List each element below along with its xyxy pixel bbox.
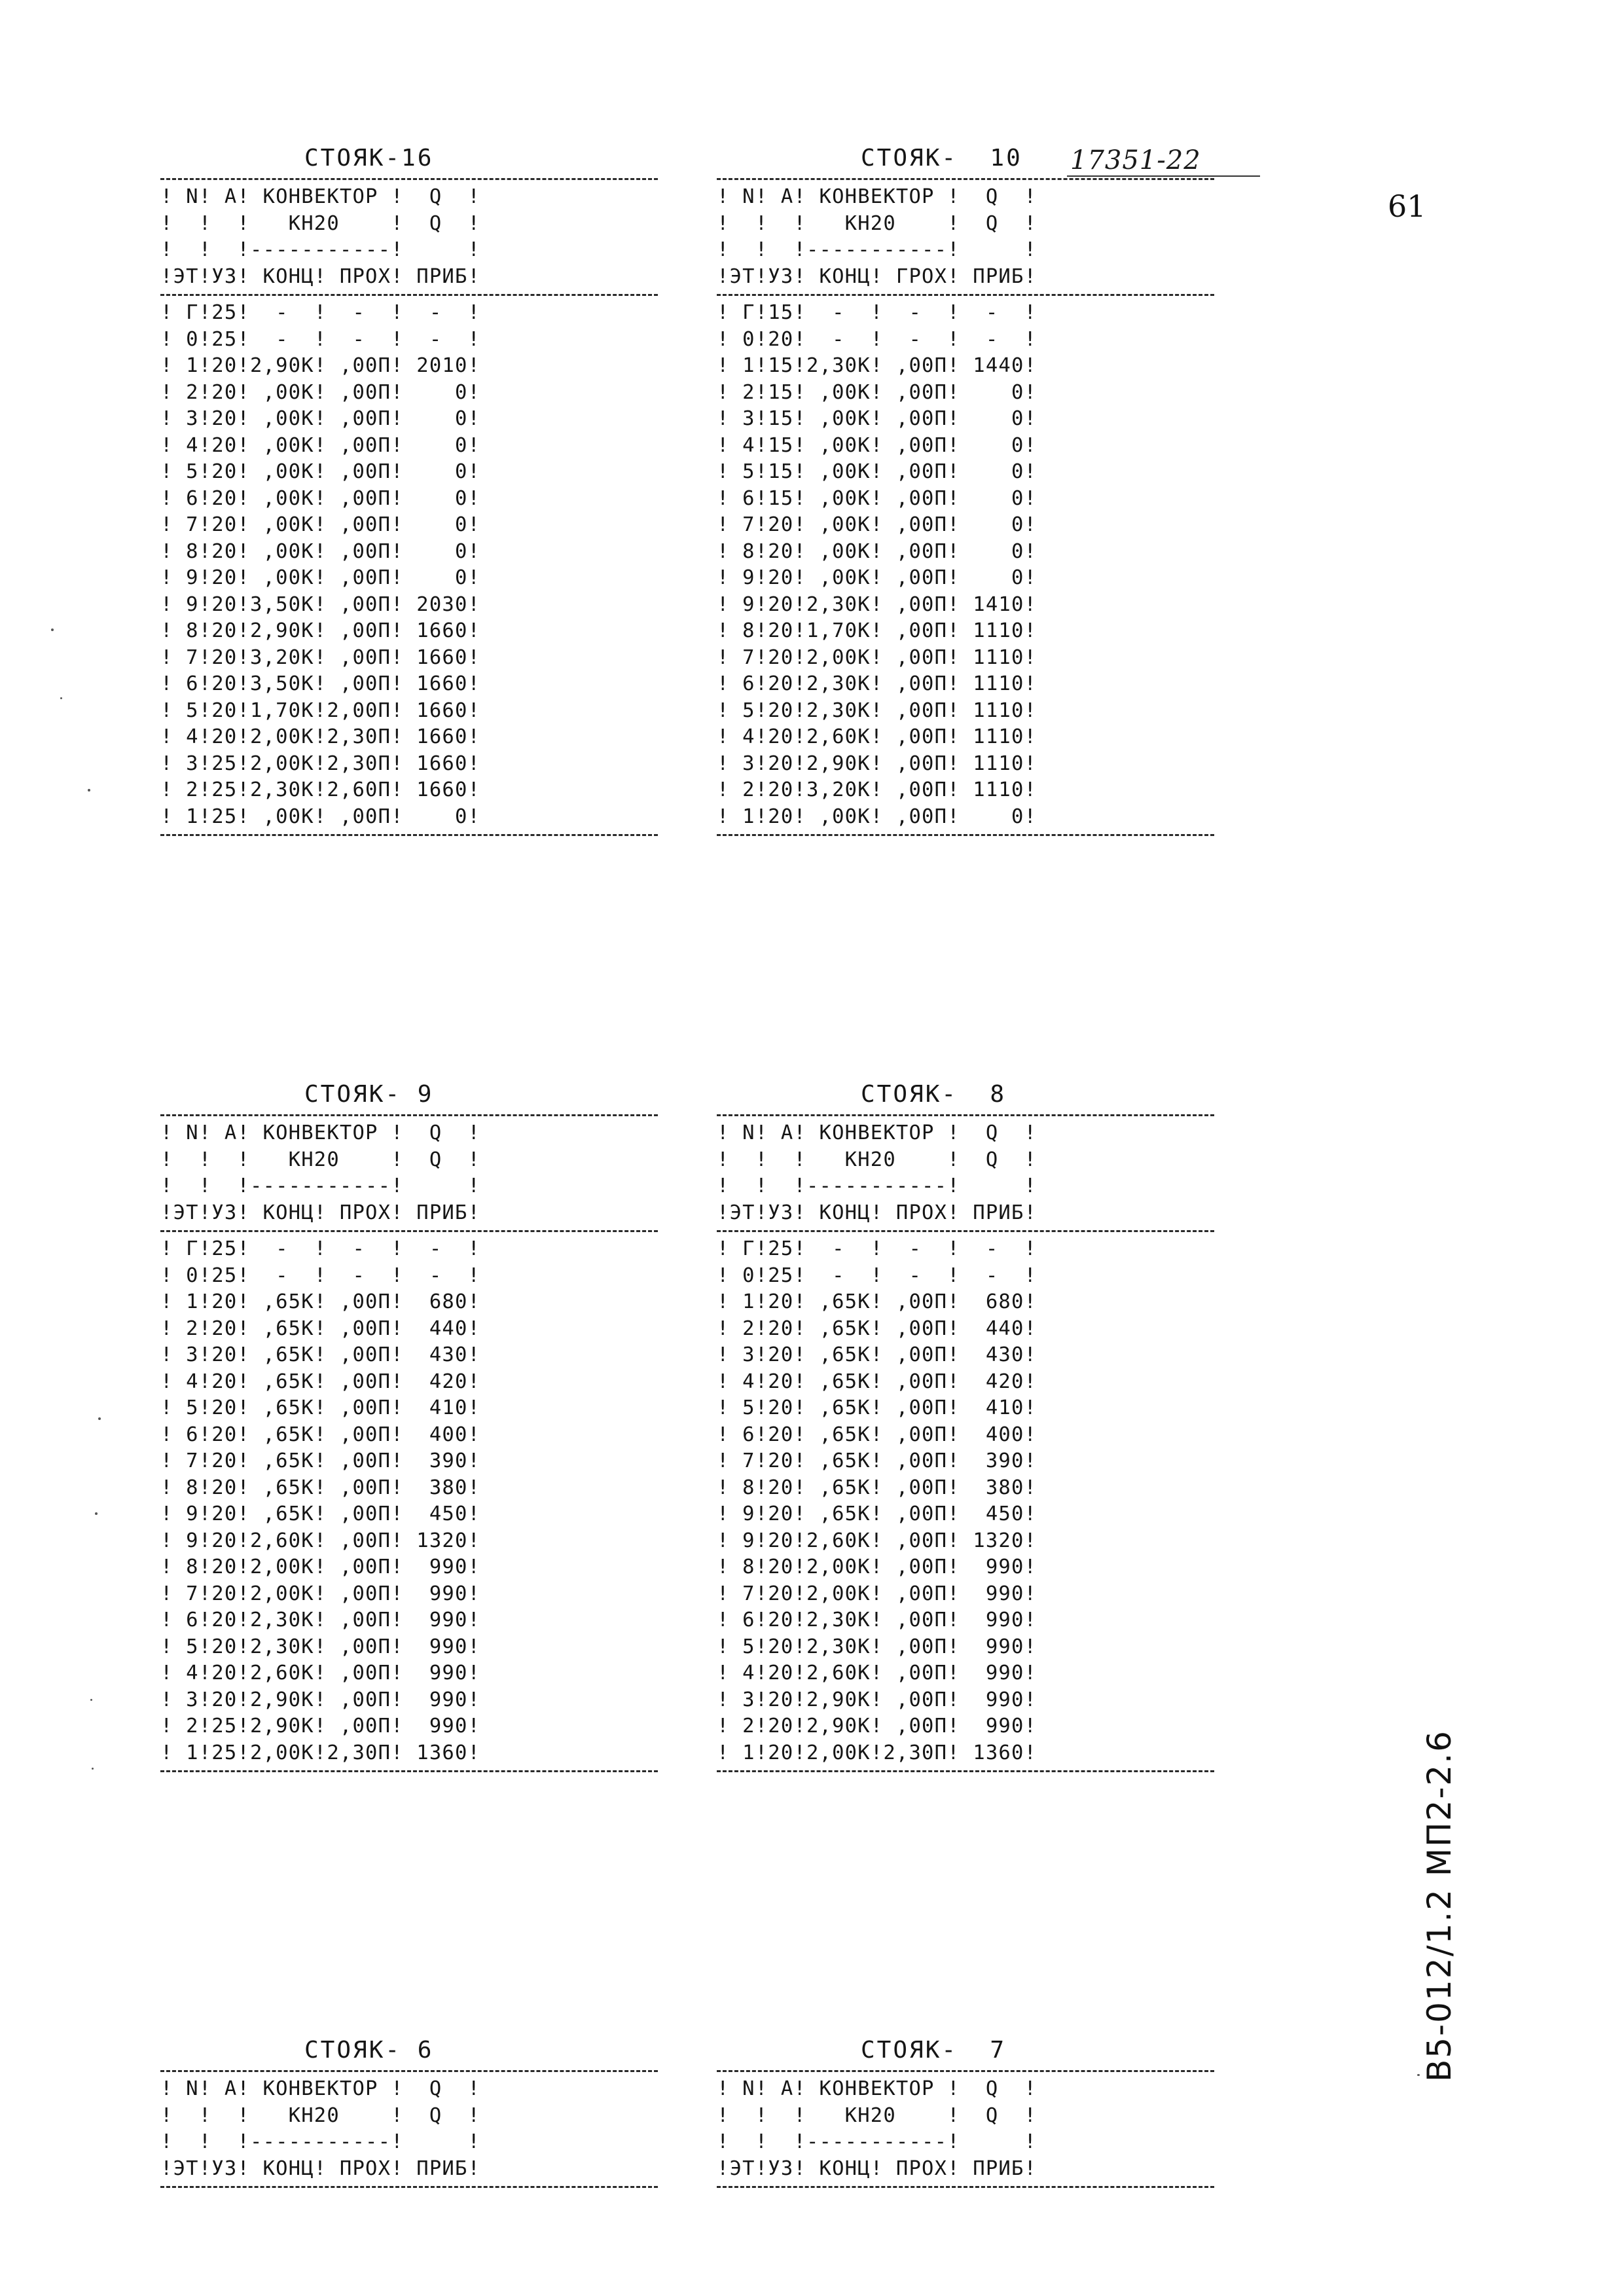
table-row: ! 3!20! ,65К! ,00П! 430! bbox=[160, 1343, 481, 1366]
divider bbox=[160, 294, 658, 296]
table-row: ! 7!20!3,20К! ,00П! 1660! bbox=[160, 646, 481, 669]
table-row: ! 1!25! ,00К! ,00П! 0! bbox=[160, 805, 481, 828]
divider bbox=[717, 2070, 1214, 2072]
table-row: ! 2!20!3,20К! ,00П! 1110! bbox=[717, 778, 1038, 801]
table-row: ! 5!20!2,30К! ,00П! 1110! bbox=[717, 699, 1038, 722]
table-row: ! 9!20!3,50К! ,00П! 2030! bbox=[160, 592, 481, 616]
scan-speck bbox=[88, 789, 90, 792]
table-row: ! 1!20! ,00К! ,00П! 0! bbox=[717, 805, 1038, 828]
table-row: ! Г!25! - ! - ! - ! bbox=[717, 1237, 1038, 1260]
table-header-line: ! ! !-----------! ! bbox=[160, 238, 481, 261]
table-title: СТОЯК- 9 bbox=[304, 1081, 434, 1108]
document-code: В5-012/1.2 МП2-2.6 bbox=[1420, 1730, 1458, 2082]
divider bbox=[160, 1114, 658, 1116]
table-row: ! 8!20! ,65К! ,00П! 380! bbox=[717, 1476, 1038, 1499]
table-row: ! 6!20!3,50К! ,00П! 1660! bbox=[160, 672, 481, 695]
divider bbox=[160, 2186, 658, 2188]
table-header-line: ! N! А! КОНВЕКТОР ! Q ! bbox=[160, 1121, 481, 1144]
table-header bbox=[160, 184, 658, 290]
table-row: ! 9!20! ,65К! ,00П! 450! bbox=[717, 1502, 1038, 1525]
table-row: ! 5!20! ,00К! ,00П! 0! bbox=[160, 460, 481, 483]
divider bbox=[160, 834, 658, 836]
table-row: ! 5!20!1,70К!2,00П! 1660! bbox=[160, 699, 481, 722]
table-row: ! 3!20!2,90К! ,00П! 990! bbox=[160, 1688, 481, 1711]
riser-table-7 bbox=[717, 2036, 1214, 2192]
table-row: ! 4!20!2,60К! ,00П! 1110! bbox=[717, 725, 1038, 748]
table-row: ! 4!20!2,00К!2,30П! 1660! bbox=[160, 725, 481, 748]
table-title: СТОЯК-16 bbox=[304, 145, 434, 172]
table-row: ! 8!20!2,90К! ,00П! 1660! bbox=[160, 619, 481, 642]
table-header bbox=[160, 1120, 658, 1226]
table-row: ! Г!25! - ! - ! - ! bbox=[160, 301, 481, 324]
table-header-line: ! ! !-----------! ! bbox=[160, 1174, 481, 1197]
table-row: ! 0!25! - ! - ! - ! bbox=[160, 1264, 481, 1287]
table-row: ! 9!20!2,60К! ,00П! 1320! bbox=[717, 1529, 1038, 1552]
scan-speck bbox=[92, 1768, 94, 1770]
table-row: ! 7!20!2,00К! ,00П! 990! bbox=[717, 1582, 1038, 1605]
table-row: ! 7!20! ,65К! ,00П! 390! bbox=[160, 1449, 481, 1472]
divider bbox=[717, 178, 1214, 180]
table-row: ! 5!20!2,30К! ,00П! 990! bbox=[160, 1635, 481, 1658]
table-header-line: !ЭТ!УЗ! КОНЦ! ПРОХ! ПРИБ! bbox=[160, 264, 481, 288]
riser-table-10 bbox=[717, 144, 1214, 840]
divider bbox=[717, 2186, 1214, 2188]
table-row: ! 4!20! ,65К! ,00П! 420! bbox=[717, 1370, 1038, 1393]
table-row: ! 6!20!2,30К! ,00П! 1110! bbox=[717, 672, 1038, 695]
table-header-line: ! N! А! КОНВЕКТОР ! Q ! bbox=[717, 2077, 1038, 2100]
table-header-line: ! N! А! КОНВЕКТОР ! Q ! bbox=[160, 185, 481, 208]
table-header-line: !ЭТ!УЗ! КОНЦ! ПРОХ! ПРИБ! bbox=[160, 2157, 481, 2180]
table-row: ! 9!20!2,30К! ,00П! 1410! bbox=[717, 592, 1038, 616]
table-row: ! 3!20! ,00К! ,00П! 0! bbox=[160, 407, 481, 430]
table-header-line: !ЭТ!УЗ! КОНЦ! ПРОХ! ПРИБ! bbox=[160, 1201, 481, 1224]
table-row: ! 1!20! ,65К! ,00П! 680! bbox=[717, 1290, 1038, 1313]
table-row: ! Г!15! - ! - ! - ! bbox=[717, 301, 1038, 324]
table-row: ! 8!20!2,00К! ,00П! 990! bbox=[160, 1556, 481, 1578]
table-row: ! 4!20!2,60К! ,00П! 990! bbox=[717, 1662, 1038, 1684]
table-row: ! 9!20! ,00К! ,00П! 0! bbox=[717, 566, 1038, 589]
scan-speck bbox=[1417, 2074, 1420, 2076]
table-row: ! 4!15! ,00К! ,00П! 0! bbox=[717, 433, 1038, 457]
table-row: ! 0!25! - ! - ! - ! bbox=[717, 1264, 1038, 1287]
table-header-line: ! ! !-----------! ! bbox=[160, 2130, 481, 2153]
table-row: ! 2!25!2,90К! ,00П! 990! bbox=[160, 1715, 481, 1738]
table-row: ! 8!20! ,00К! ,00П! 0! bbox=[717, 539, 1038, 563]
table-row: ! 4!20! ,65К! ,00П! 420! bbox=[160, 1370, 481, 1393]
table-body bbox=[717, 1236, 1214, 1766]
divider bbox=[717, 1230, 1214, 1232]
table-row: ! 4!20! ,00К! ,00П! 0! bbox=[160, 433, 481, 457]
table-row: ! 3!20!2,90К! ,00П! 1110! bbox=[717, 752, 1038, 775]
table-title: СТОЯК- 10 bbox=[861, 145, 1022, 172]
table-row: ! 6!20!2,30К! ,00П! 990! bbox=[717, 1609, 1038, 1631]
divider bbox=[717, 1114, 1214, 1116]
table-row: ! 2!20!2,90К! ,00П! 990! bbox=[717, 1715, 1038, 1738]
table-row: ! 1!25!2,00К!2,30П! 1360! bbox=[160, 1741, 481, 1764]
table-row: ! 1!20!2,00К!2,30П! 1360! bbox=[717, 1741, 1038, 1764]
divider bbox=[160, 1230, 658, 1232]
table-header-line: !ЭТ!УЗ! КОНЦ! ПРОХ! ПРИБ! bbox=[717, 1201, 1038, 1224]
divider bbox=[717, 294, 1214, 296]
table-row: ! 8!20! ,00К! ,00П! 0! bbox=[160, 539, 481, 563]
table-row: ! 1!20! ,65К! ,00П! 680! bbox=[160, 1290, 481, 1313]
table-row: ! 3!25!2,00К!2,30П! 1660! bbox=[160, 752, 481, 775]
handwritten-note: 17351-22 bbox=[1070, 145, 1201, 175]
table-row: ! 7!20!2,00К! ,00П! 1110! bbox=[717, 646, 1038, 669]
table-header-line: ! ! ! КН20 ! Q ! bbox=[717, 211, 1038, 235]
table-row: ! 3!20!2,90К! ,00П! 990! bbox=[717, 1688, 1038, 1711]
table-header-line: ! N! А! КОНВЕКТОР ! Q ! bbox=[717, 185, 1038, 208]
table-body bbox=[717, 300, 1214, 830]
riser-table-16 bbox=[160, 144, 658, 840]
table-row: ! 2!15! ,00К! ,00П! 0! bbox=[717, 380, 1038, 404]
divider bbox=[717, 834, 1214, 836]
table-header-line: ! N! А! КОНВЕКТОР ! Q ! bbox=[160, 2077, 481, 2100]
scan-speck bbox=[60, 697, 62, 699]
table-row: ! 6!20! ,00К! ,00П! 0! bbox=[160, 486, 481, 510]
table-header bbox=[717, 2076, 1214, 2182]
table-row: ! 9!20!2,60К! ,00П! 1320! bbox=[160, 1529, 481, 1552]
table-row: ! 1!15!2,30К! ,00П! 1440! bbox=[717, 354, 1038, 377]
riser-table-9 bbox=[160, 1080, 658, 1776]
table-row: ! 8!20!2,00К! ,00П! 990! bbox=[717, 1556, 1038, 1578]
table-row: ! 7!20! ,00К! ,00П! 0! bbox=[160, 513, 481, 536]
table-header-line: ! ! !-----------! ! bbox=[717, 238, 1038, 261]
table-row: ! 7!20!2,00К! ,00П! 990! bbox=[160, 1582, 481, 1605]
table-row: ! 7!20! ,00К! ,00П! 0! bbox=[717, 513, 1038, 536]
divider bbox=[160, 178, 658, 180]
table-row: ! 7!20! ,65К! ,00П! 390! bbox=[717, 1449, 1038, 1472]
table-row: ! 9!20! ,00К! ,00П! 0! bbox=[160, 566, 481, 589]
table-header-line: ! ! ! КН20 ! Q ! bbox=[160, 1148, 481, 1171]
table-row: ! 5!20! ,65К! ,00П! 410! bbox=[160, 1396, 481, 1419]
divider bbox=[717, 1770, 1214, 1772]
table-title: СТОЯК- 6 bbox=[304, 2037, 434, 2064]
table-row: ! 9!20! ,65К! ,00П! 450! bbox=[160, 1502, 481, 1525]
table-row: ! 5!20! ,65К! ,00П! 410! bbox=[717, 1396, 1038, 1419]
table-row: ! 3!15! ,00К! ,00П! 0! bbox=[717, 407, 1038, 430]
table-row: ! 8!20! ,65К! ,00П! 380! bbox=[160, 1476, 481, 1499]
table-title: СТОЯК- 8 bbox=[861, 1081, 1007, 1108]
scan-speck bbox=[95, 1512, 98, 1515]
table-header-line: !ЭТ!УЗ! КОНЦ! ПРОХ! ПРИБ! bbox=[717, 2157, 1038, 2180]
table-header bbox=[717, 184, 1214, 290]
table-header-line: ! ! ! КН20 ! Q ! bbox=[160, 211, 481, 235]
table-title: СТОЯК- 7 bbox=[861, 2037, 1007, 2064]
table-header-line: ! N! А! КОНВЕКТОР ! Q ! bbox=[717, 1121, 1038, 1144]
table-row: ! 5!15! ,00К! ,00П! 0! bbox=[717, 460, 1038, 483]
table-row: ! 8!20!1,70К! ,00П! 1110! bbox=[717, 619, 1038, 642]
scan-speck bbox=[98, 1417, 101, 1420]
page-number: 61 bbox=[1388, 189, 1426, 224]
riser-table-6 bbox=[160, 2036, 658, 2192]
table-header bbox=[160, 2076, 658, 2182]
table-row: ! 1!20!2,90К! ,00П! 2010! bbox=[160, 354, 481, 377]
table-body bbox=[160, 1236, 658, 1766]
table-header-line: !ЭТ!УЗ! КОНЦ! ГРОХ! ПРИБ! bbox=[717, 264, 1038, 288]
table-header bbox=[717, 1120, 1214, 1226]
scan-speck bbox=[90, 1699, 92, 1701]
table-header-line: ! ! !-----------! ! bbox=[717, 1174, 1038, 1197]
table-header-line: ! ! ! КН20 ! Q ! bbox=[717, 1148, 1038, 1171]
table-row: ! 3!20! ,65К! ,00П! 430! bbox=[717, 1343, 1038, 1366]
table-row: ! 2!20! ,65К! ,00П! 440! bbox=[717, 1317, 1038, 1340]
riser-table-8 bbox=[717, 1080, 1214, 1776]
divider bbox=[160, 2070, 658, 2072]
table-row: ! 5!20!2,30К! ,00П! 990! bbox=[717, 1635, 1038, 1658]
table-row: ! 6!20! ,65К! ,00П! 400! bbox=[717, 1423, 1038, 1446]
table-row: ! 2!20! ,65К! ,00П! 440! bbox=[160, 1317, 481, 1340]
table-header-line: ! ! ! КН20 ! Q ! bbox=[717, 2103, 1038, 2127]
table-row: ! Г!25! - ! - ! - ! bbox=[160, 1237, 481, 1260]
table-header-line: ! ! !-----------! ! bbox=[717, 2130, 1038, 2153]
table-row: ! 2!20! ,00К! ,00П! 0! bbox=[160, 380, 481, 404]
table-header-line: ! ! ! КН20 ! Q ! bbox=[160, 2103, 481, 2127]
table-row: ! 0!25! - ! - ! - ! bbox=[160, 327, 481, 351]
table-row: ! 6!20!2,30К! ,00П! 990! bbox=[160, 1609, 481, 1631]
table-row: ! 6!15! ,00К! ,00П! 0! bbox=[717, 486, 1038, 510]
table-row: ! 2!25!2,30К!2,60П! 1660! bbox=[160, 778, 481, 801]
scan-speck bbox=[51, 628, 54, 631]
table-row: ! 0!20! - ! - ! - ! bbox=[717, 327, 1038, 351]
divider bbox=[160, 1770, 658, 1772]
table-row: ! 6!20! ,65К! ,00П! 400! bbox=[160, 1423, 481, 1446]
table-body bbox=[160, 300, 658, 830]
table-row: ! 4!20!2,60К! ,00П! 990! bbox=[160, 1662, 481, 1684]
